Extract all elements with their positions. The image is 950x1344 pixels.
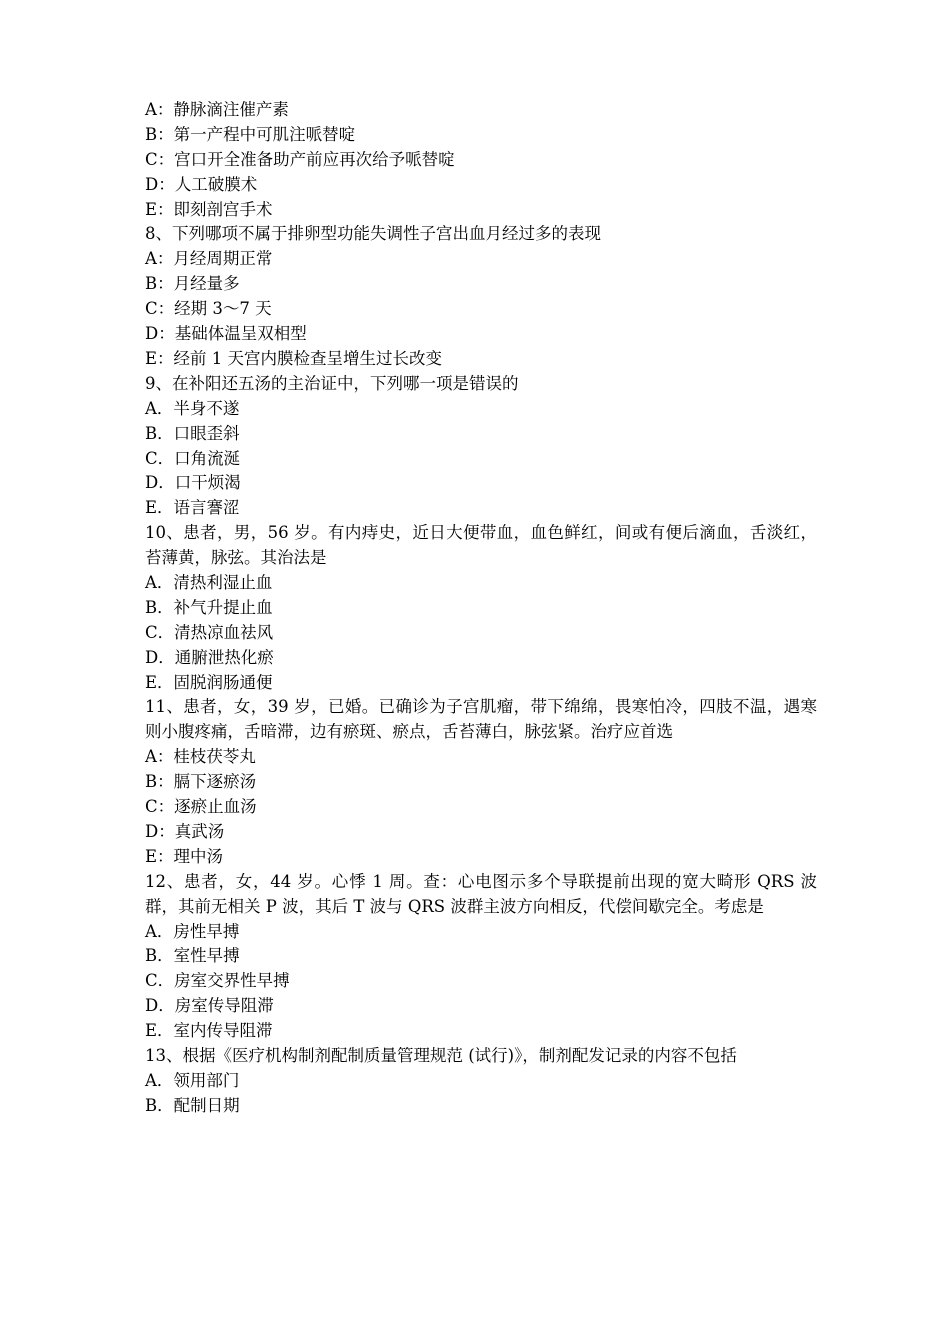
option: E．室内传导阻滞 xyxy=(145,1021,273,1041)
option: C．房室交界性早搏 xyxy=(145,971,290,991)
question-stem: 10、患者，男，56 岁。有内痔史，近日大便带血，血色鲜红，间或有便后滴血，舌淡红，苔薄黄，脉弦。其治法是 xyxy=(145,523,817,568)
question-stem: 9、在补阳还五汤的主治证中，下列哪一项是错误的 xyxy=(145,373,519,393)
option: D．口干烦渴 xyxy=(145,473,241,493)
question-stem: 12、患者，女，44 岁。心悸 1 周。查：心电图示多个导联提前出现的宽大畸形 QRS 波群，其前无相关 P 波，其后 T 波与 QRS 波群主波方向相反，代偿间歇完全。考虑是 xyxy=(145,871,817,916)
option: B：膈下逐瘀汤 xyxy=(145,772,257,792)
option: E：即刻剖宫手术 xyxy=(145,199,273,219)
option: A：静脉滴注催产素 xyxy=(145,100,289,119)
question-stem: 11、患者，女，39 岁，已婚。已确诊为子宫肌瘤，带下绵绵，畏寒怕冷，四肢不温，遇寒则小腹疼痛，舌暗滞，边有瘀斑、瘀点，舌苔薄白，脉弦紧。治疗应首选 xyxy=(145,697,817,742)
option: D．房室传导阻滞 xyxy=(145,996,274,1016)
option: E．语言謇涩 xyxy=(145,498,240,518)
option: B．补气升提止血 xyxy=(145,597,273,617)
option: E．固脱润肠通便 xyxy=(145,672,273,692)
option: E：经前 1 天宫内膜检查呈增生过长改变 xyxy=(145,348,443,368)
option: C：宫口开全准备助产前应再次给予哌替啶 xyxy=(145,149,455,169)
option: A．半身不遂 xyxy=(145,398,240,418)
option: B．口眼歪斜 xyxy=(145,423,240,443)
option: A．房性早搏 xyxy=(145,921,240,941)
option: D：真武汤 xyxy=(145,821,225,841)
option: A．领用部门 xyxy=(145,1070,240,1090)
option: C．口角流涎 xyxy=(145,448,241,468)
question-stem: 8、下列哪项不属于排卵型功能失调性子宫出血月经过多的表现 xyxy=(145,224,601,244)
question-stem: 13、根据《医疗机构制剂配制质量管理规范 (试行)》，制剂配发记录的内容不包括 xyxy=(145,1045,737,1065)
option: B：第一产程中可肌注哌替啶 xyxy=(145,124,356,144)
option: E：理中汤 xyxy=(145,846,224,866)
option: A：月经周期正常 xyxy=(145,249,273,269)
option: B．配制日期 xyxy=(145,1095,240,1115)
option: D：基础体温呈双相型 xyxy=(145,324,307,344)
option: C．清热凉血祛风 xyxy=(145,622,274,642)
document-page xyxy=(145,98,817,1119)
option: A：桂枝茯苓丸 xyxy=(145,747,256,767)
option: D：人工破膜术 xyxy=(145,174,258,194)
option: A．清热利湿止血 xyxy=(145,572,273,592)
option: C：经期 3～7 天 xyxy=(145,299,272,319)
option: D．通腑泄热化瘀 xyxy=(145,647,274,667)
option: B．室性早搏 xyxy=(145,946,240,966)
option: B：月经量多 xyxy=(145,274,240,294)
option: C：逐瘀止血汤 xyxy=(145,797,257,817)
